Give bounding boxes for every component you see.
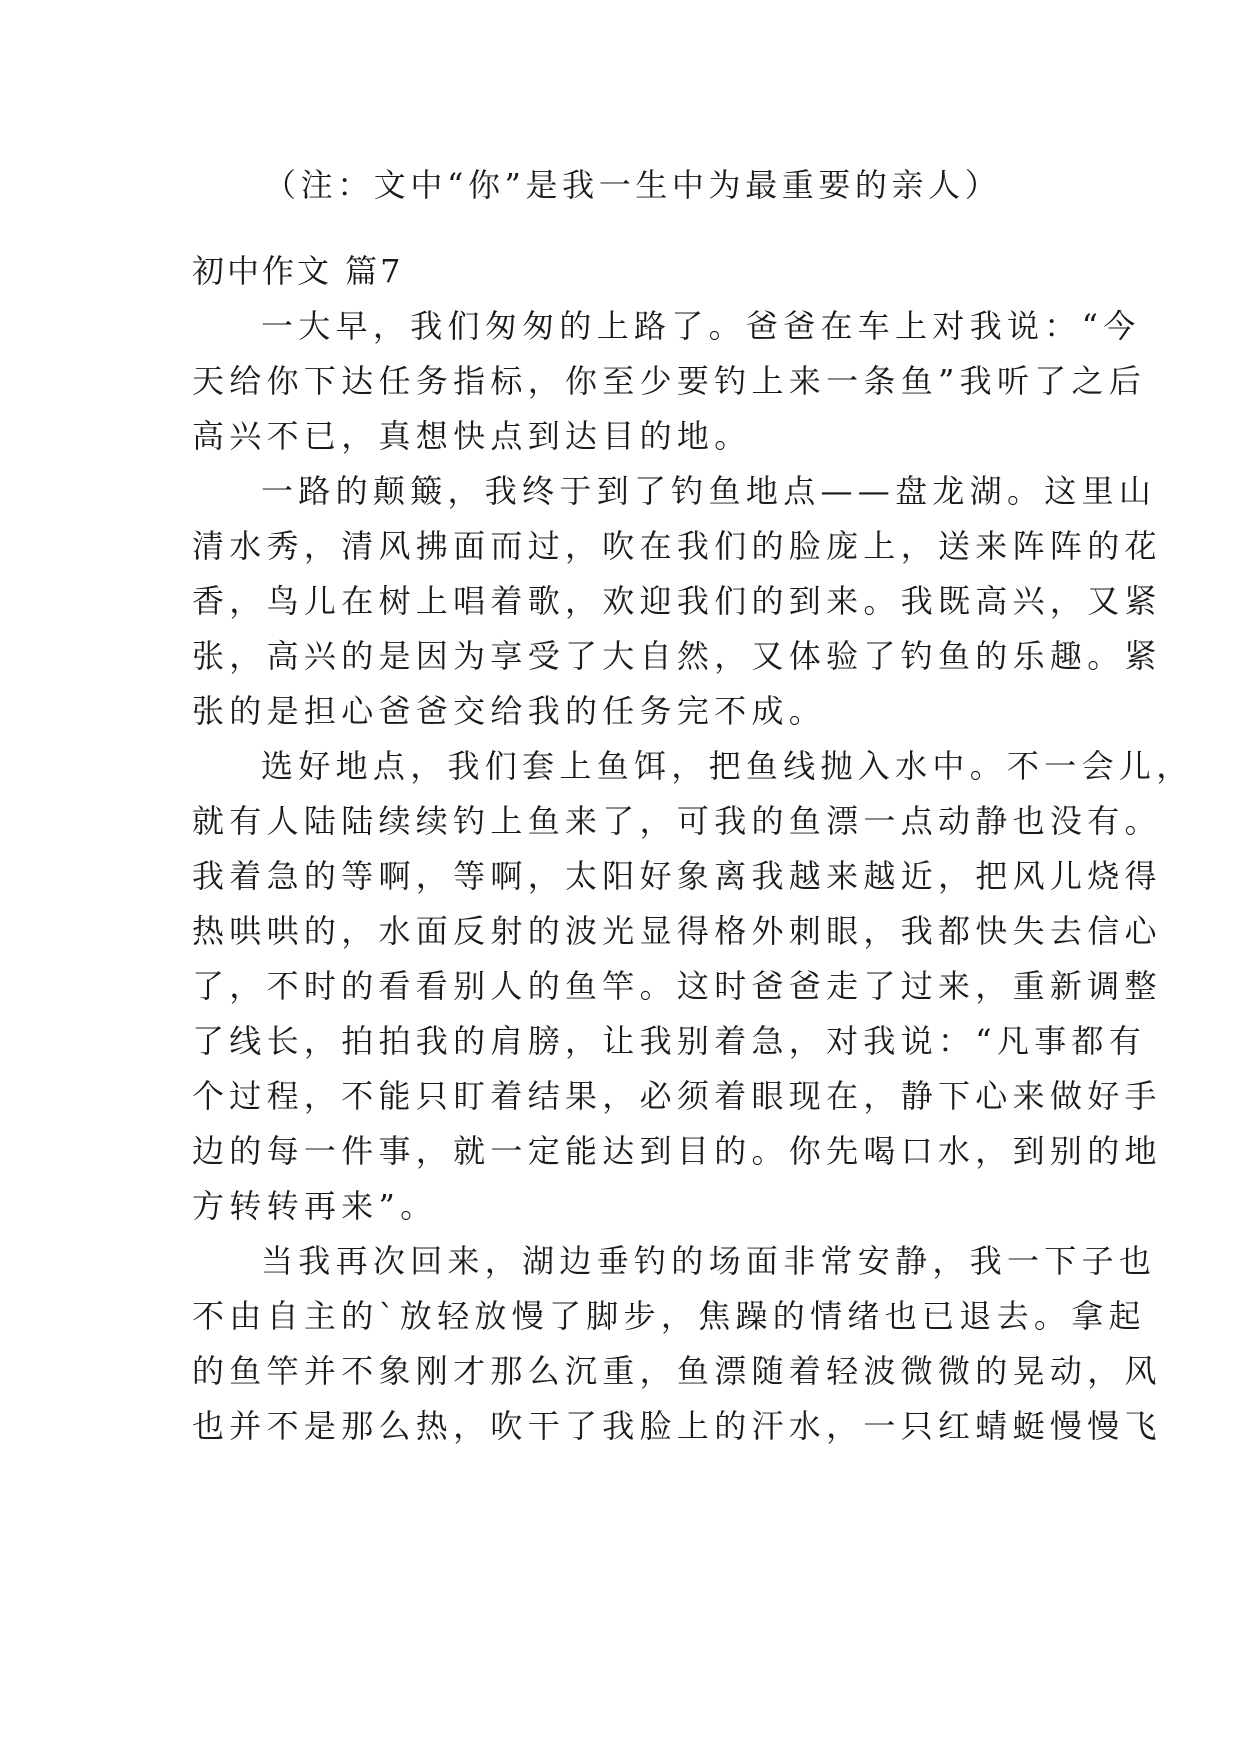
paragraph-line: 个过程，不能只盯着结果，必须着眼现在，静下心来做好手 (192, 1077, 1162, 1115)
paragraph-line: 张，高兴的是因为享受了大自然，又体验了钓鱼的乐趣。紧 (192, 637, 1162, 675)
paragraph-line: 不由自主的`放轻放慢了脚步，焦躁的情绪也已退去。拿起 (192, 1297, 1146, 1335)
paragraph-line: 一大早，我们匆匆的上路了。爸爸在车上对我说：“今 (261, 307, 1141, 345)
paragraph-line: 也并不是那么热，吹干了我脸上的汗水，一只红蜻蜓慢慢飞 (192, 1407, 1162, 1445)
paragraph-line: 当我再次回来，湖边垂钓的场面非常安静，我一下子也 (261, 1242, 1157, 1280)
paragraph-line: 高兴不已，真想快点到达目的地。 (192, 417, 752, 455)
paragraph-line: 张的是担心爸爸交给我的任务完不成。 (192, 692, 827, 730)
paragraph-line: 热哄哄的，水面反射的波光显得格外刺眼，我都快失去信心 (192, 912, 1162, 950)
paragraph-line: 一路的颠簸，我终于到了钓鱼地点——盘龙湖。这里山 (261, 472, 1157, 510)
paragraph-line: 方转转再来”。 (192, 1187, 438, 1225)
paragraph-line: 清水秀，清风拂面而过，吹在我们的脸庞上，送来阵阵的花 (192, 527, 1162, 565)
paragraph-line: 的鱼竿并不象刚才那么沉重，鱼漂随着轻波微微的晃动，风 (192, 1352, 1162, 1390)
paragraph-line: 边的每一件事，就一定能达到目的。你先喝口水，到别的地 (192, 1132, 1162, 1170)
paragraph-line: 选好地点，我们套上鱼饵，把鱼线抛入水中。不一会儿， (261, 747, 1194, 785)
paragraph-line: 了，不时的看看别人的鱼竿。这时爸爸走了过来，重新调整 (192, 967, 1162, 1005)
note-text: （注：文中“你”是我一生中为最重要的亲人） (264, 166, 1002, 204)
paragraph-line: 我着急的等啊，等啊，太阳好象离我越来越近，把风儿烧得 (192, 857, 1162, 895)
paragraph-line: 天给你下达任务指标，你至少要钓上来一条鱼”我听了之后 (192, 362, 1147, 400)
paragraph-line: 就有人陆陆续续钓上鱼来了，可我的鱼漂一点动静也没有。 (192, 802, 1162, 840)
section-heading: 初中作文 篇7 (192, 252, 404, 290)
paragraph-line: 了线长，拍拍我的肩膀，让我别着急，对我说：“凡事都有 (192, 1022, 1147, 1060)
paragraph-line: 香，鸟儿在树上唱着歌，欢迎我们的到来。我既高兴，又紧 (192, 582, 1162, 620)
